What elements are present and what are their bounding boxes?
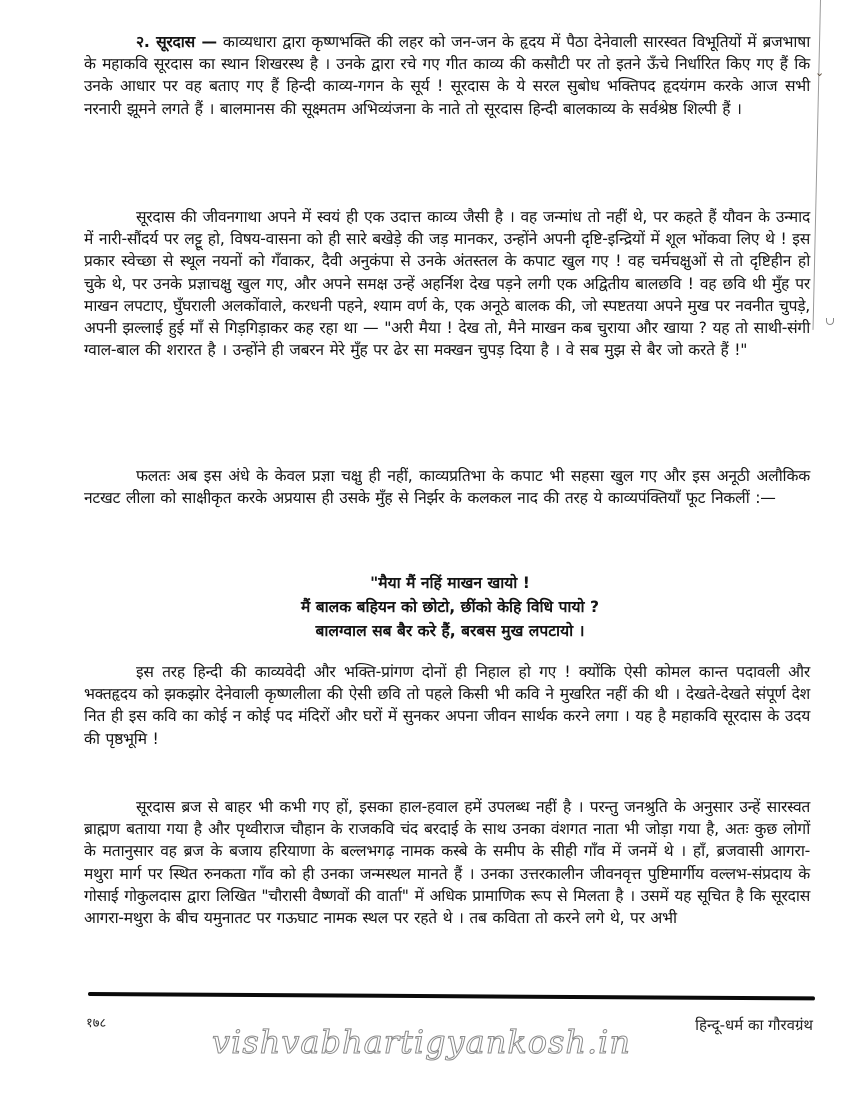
poem-verse <box>200 571 700 643</box>
paragraph-text: सूरदास ब्रज से बाहर भी कभी गए हों, इसका हाल-हवाल हमें उपलब्ध नहीं है । परन्तु जनश्रुति के अनुसार उन्हें सारस्वत ब्राह्मण बताया गया है और पृथ्वीराज चौहान के राजकवि चंद बरदाई के साथ उनका वंशगत नाता भी जोड़ा गया है, अतः कुछ लोगों के मतानुसार वह ब्रज के बजाय हरियाणा के बल्लभगढ़ नामक कस्बे के समीप के सीही गाँव में जनमें थे । हाँ, ब्रजवासी आगरा-मथुरा मार्ग पर स्थित रुनकता गाँव को ही उनका जन्मस्थल मानते हैं । उनका उत्तरकालीन जीवनवृत्त पुष्टिमार्गीय वल्लभ-संप्रदाय के गोसाई गोकुलदास द्वारा लिखित "चौरासी वैष्णवों की वार्ता" में अधिक प्रामाणिक रूप से मिलता है । उसमें यह सूचित है कि सूरदास आगरा-मथुरा के बीच यमुनातट पर गऊघाट नामक स्थल पर रहते थे । तब कविता तो करने लगे थे, पर अभी <box>84 798 810 928</box>
paragraph-consequence <box>84 465 810 509</box>
binding-mark-icon: ⌄ <box>815 66 825 79</box>
poem-line: "मैया मैं नहिं माखन खायो ! <box>370 574 530 592</box>
poem-line: बालग्वाल सब बैर करे हैं, बरबस मुख लपटायो । <box>315 622 585 640</box>
binding-edge-line <box>813 0 821 330</box>
running-title: हिन्दू-धर्म का गौरवग्रंथ <box>695 1016 813 1034</box>
paragraph-text: फलतः अब इस अंधे के केवल प्रज्ञा चक्षु ही नहीं, काव्यप्रतिभा के कपाट भी सहसा खुल गए और इस अनूठी अलौकिक नटखट लीला को साक्षीकृत करके अप्रयास ही उसके मुँह से निर्झर के कलकल नाद की तरह ये काव्यपंक्तियाँ फूट निकलीं :— <box>84 467 810 508</box>
footer-rule <box>88 992 815 1000</box>
paragraph-life-story <box>84 206 810 361</box>
poem-line: मैं बालक बहियन को छोटो, छींको केहि विधि पायो ? <box>300 598 600 616</box>
paragraph-text: इस तरह हिन्दी की काव्यवेदी और भक्ति-प्रांगण दोनों ही निहाल हो गए ! क्योंकि ऐसी कोमल कान्त पदावली और भक्तहृदय को झकझोर देनेवाली कृष्णलीला की ऐसी छवि तो पहले किसी भी कवि ने मुखरित नहीं की थी । देखते-देखते संपूर्ण देश नित ही इस कवि का कोई न कोई पद मंदिरों और घरों में सुनकर अपना जीवन सार्थक करने लगा । यह है महाकवि सूरदास के उदय की पृष्ठभूमि ! <box>84 663 810 748</box>
paragraph-impact <box>84 661 810 750</box>
paragraph-biography <box>84 796 810 929</box>
paragraph-surdas-intro <box>84 31 810 120</box>
paragraph-text: सूरदास की जीवनगाथा अपने में स्वयं ही एक उदात्त काव्य जैसी है । वह जन्मांध तो नहीं थे, पर कहते हैं यौवन के उन्माद में नारी-सौंदर्य पर लट्टू हो, विषय-वासना को ही सारे बखेड़े की जड़ मानकर, उन्होंने अपनी दृष्टि-इन्द्रियों में शूल भोंकवा लिए थे ! इस प्रकार स्वेच्छा से स्थूल नयनों को गँवाकर, दैवी अनुकंपा से उनके अंतस्तल के कपाट खुल गए ! वह चर्मचक्षुओं से तो दृष्टिहीन हो चुके थे, पर उनके प्रज्ञाचक्षु खुल गए, और अपने समक्ष उन्हें अहर्निश देख पड़ने लगी एक अद्वितीय बालछवि ! वह छवि थी मुँह पर माखन लपटाए, घुँघराली अलकोंवाले, करधनी पहने, श्याम वर्ण के, एक अनूठे बालक की, जो स्पष्टतया अपने मुख पर नवनीत चुपड़े, अपनी झल्लाई हुई माँ से गिड़गिड़ाकर कह रहा था — "अरी मैया ! देख तो, मैने माखन कब चुराया और खाया ? यह तो साथी-संगी ग्वाल-बाल की शरारत है । उन्होंने ही जबरन मेरे मुँह पर ढेर सा मक्खन चुपड़ दिया है । वे सब मुझ से बैर जो करते हैं !" <box>84 208 810 360</box>
section-heading: २. सूरदास — <box>136 33 217 51</box>
binding-hook-icon <box>826 318 834 325</box>
page-number: १७८ <box>86 1016 107 1031</box>
paragraph-text: काव्यधारा द्वारा कृष्णभक्ति की लहर को जन-जन के हृदय में पैठा देनेवाली सारस्वत विभूतियों में ब्रजभाषा के महाकवि सूरदास का स्थान शिखरस्थ है । उनके द्वारा रचे गए गीत काव्य की कसौटी पर तो इतने ऊँचे निर्धारित किए गए हैं कि उनके आधार पर वह बताए गए हैं हिन्दी काव्य-गगन के सूर्य ! सूरदास के ये सरल सुबोध भक्तिपद हृदयंगम करके आज सभी नरनारी झूमने लगते हैं । बालमानस की सूक्ष्मतम अभिव्यंजना के नाते तो सूरदास हिन्दी बालकाव्य के सर्वश्रेष्ठ शिल्पी हैं । <box>84 33 811 118</box>
watermark: vishvabhartigyankosh.in <box>212 1023 632 1061</box>
